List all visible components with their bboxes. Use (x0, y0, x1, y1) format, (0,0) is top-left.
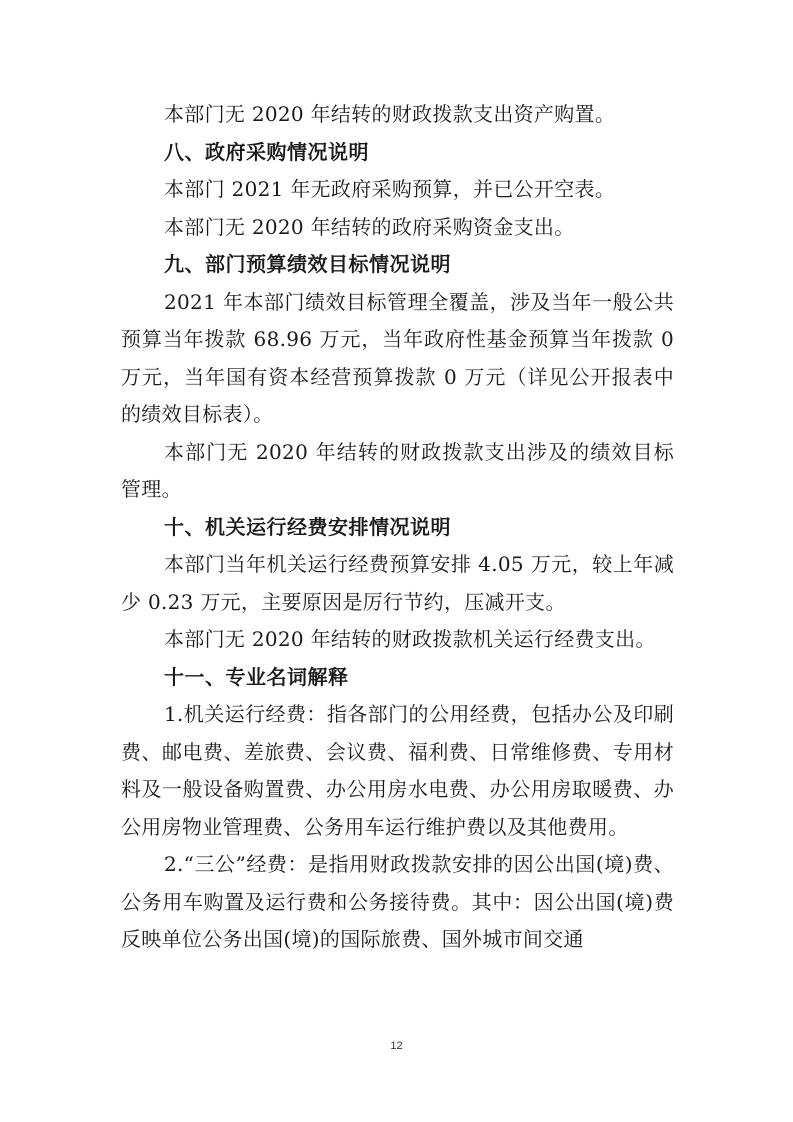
page-content (121, 96, 674, 959)
section-heading: 九、部门预算绩效目标情况说明 (164, 252, 451, 276)
paragraph: 本部门当年机关运行经费预算安排 4.05 万元，较上年减少 0.23 万元，主要原因是厉行节约，压减开支。 (121, 552, 674, 614)
paragraph: 2.“三公”经费：是指用财政拨款安排的因公出国(境)费、公务用车购置及运行费和公务接待费。其中：因公出国(境)费反映单位公务出国(境)的国际旅费、国外城市间交通 (121, 852, 674, 951)
section-heading: 十、机关运行经费安排情况说明 (164, 514, 451, 539)
paragraph: 本部门 2021 年无政府采购预算，并已公开空表。 (164, 177, 616, 201)
page-number: 12 (390, 1040, 403, 1052)
section-heading: 八、政府采购情况说明 (164, 139, 369, 164)
paragraph: 本部门无 2020 年结转的财政拨款支出涉及的绩效目标管理。 (121, 439, 674, 501)
paragraph: 本部门无 2020 年结转的财政拨款支出资产购置。 (164, 102, 616, 126)
paragraph: 2021 年本部门绩效目标管理全覆盖，涉及当年一般公共预算当年拨款 68.96 万元，当年政府性基金预算当年拨款 0 万元，当年国有资本经营预算拨款 0 万元（详见公开报表中的绩效目标表）。 (121, 289, 674, 426)
paragraph: 本部门无 2020 年结转的财政拨款机关运行经费支出。 (164, 627, 656, 651)
paragraph: 1.机关运行经费：指各部门的公用经费，包括办公及印刷费、邮电费、差旅费、会议费、福利费、日常维修费、专用材料及一般设备购置费、办公用房水电费、办公用房取暖费、办公用房物业管理费、公务用车运行维护费以及其他费用。 (121, 702, 674, 839)
paragraph: 本部门无 2020 年结转的政府采购资金支出。 (164, 214, 575, 239)
section-heading: 十一、专业名词解释 (164, 664, 349, 689)
